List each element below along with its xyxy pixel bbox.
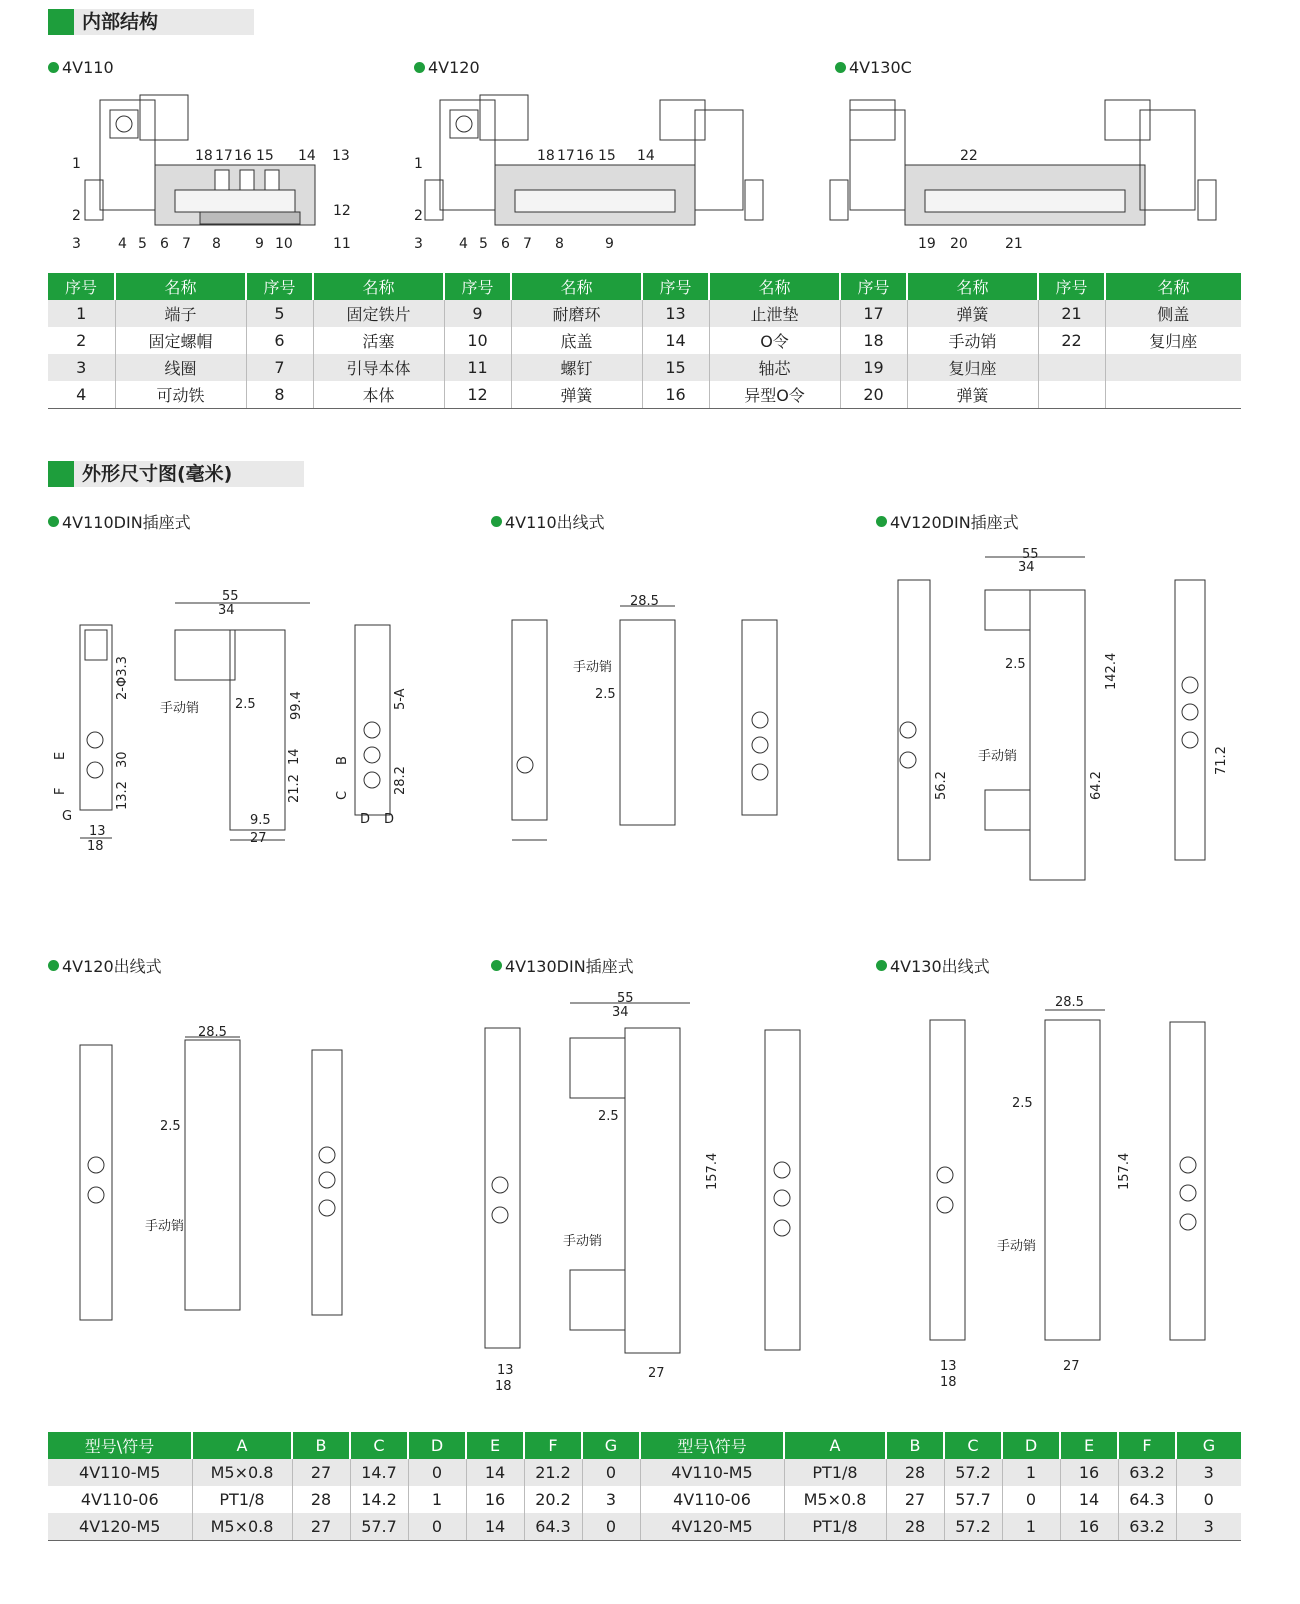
table-cell: 5: [246, 300, 313, 327]
svg-text:17: 17: [215, 148, 233, 164]
model-name: 4V130DIN插座式: [505, 957, 634, 976]
svg-text:C: C: [335, 790, 350, 800]
table-cell: PT1/8: [784, 1513, 886, 1541]
table-cell: 14: [1060, 1486, 1118, 1513]
table-cell: 底盖: [511, 327, 642, 354]
svg-text:13: 13: [332, 148, 350, 164]
svg-text:2.5: 2.5: [1005, 657, 1026, 672]
table-cell: 手动销: [907, 327, 1038, 354]
svg-text:55: 55: [1022, 547, 1039, 562]
svg-text:18: 18: [87, 839, 104, 854]
table-cell: 0: [408, 1459, 466, 1486]
col-header: 型号\符号: [640, 1432, 784, 1459]
table-cell: 63.2: [1118, 1459, 1176, 1486]
table-cell: 4V120-M5: [640, 1513, 784, 1541]
svg-text:3: 3: [72, 236, 81, 252]
table-cell: 14: [466, 1513, 524, 1541]
table-cell: 螺钉: [511, 354, 642, 381]
table-cell: 21.2: [524, 1459, 582, 1486]
svg-text:2.5: 2.5: [595, 687, 616, 702]
col-header: 名称: [115, 273, 246, 300]
svg-text:D: D: [384, 812, 395, 827]
table-cell: 28: [292, 1486, 350, 1513]
svg-text:手动销: 手动销: [145, 1219, 185, 1234]
col-header: G: [1176, 1432, 1241, 1459]
svg-text:2: 2: [414, 208, 423, 224]
svg-text:13: 13: [940, 1359, 957, 1374]
dimension-drawing-4v110-wired: [512, 606, 777, 840]
svg-text:28.5: 28.5: [198, 1025, 227, 1040]
parts-table: [48, 273, 1241, 409]
svg-text:2.5: 2.5: [1012, 1096, 1033, 1111]
dimension-labels: [62, 547, 1084, 1394]
svg-text:3: 3: [414, 236, 423, 252]
svg-text:6: 6: [501, 236, 510, 252]
table-cell: 0: [408, 1513, 466, 1541]
table-cell: 4V110-M5: [48, 1459, 192, 1486]
table-cell: 1: [408, 1486, 466, 1513]
model-name: 4V130C: [849, 58, 912, 77]
svg-text:13.2: 13.2: [115, 781, 130, 810]
model-name: 4V130出线式: [890, 957, 990, 976]
svg-text:11: 11: [333, 236, 351, 252]
table-cell: 22: [1038, 327, 1105, 354]
table-cell: 14: [466, 1459, 524, 1486]
svg-text:6: 6: [160, 236, 169, 252]
svg-text:14: 14: [298, 148, 316, 164]
table-row: [48, 300, 1241, 327]
table-cell: 20.2: [524, 1486, 582, 1513]
table-cell: 异型O令: [709, 381, 840, 409]
svg-text:14: 14: [637, 148, 655, 164]
svg-text:5: 5: [138, 236, 147, 252]
spec-table: [48, 1432, 1241, 1541]
svg-text:B: B: [335, 756, 350, 765]
valve-section-4v130c: [830, 100, 1216, 225]
svg-text:34: 34: [218, 603, 235, 618]
table-cell: 耐磨环: [511, 300, 642, 327]
dimension-drawing-4v120-din: [898, 557, 1205, 880]
svg-text:手动销: 手动销: [997, 1239, 1037, 1254]
table-cell: 16: [1060, 1513, 1118, 1541]
table-cell: 28: [886, 1459, 944, 1486]
svg-text:G: G: [62, 809, 73, 824]
col-header: B: [886, 1432, 944, 1459]
section-title: 外形尺寸图(毫米): [74, 461, 304, 487]
svg-text:12: 12: [333, 203, 351, 219]
model-name: 4V120出线式: [62, 957, 162, 976]
svg-text:28.5: 28.5: [630, 594, 659, 609]
svg-text:15: 15: [598, 148, 616, 164]
table-cell: 21: [1038, 300, 1105, 327]
svg-text:手动销: 手动销: [978, 749, 1018, 764]
table-cell: 7: [246, 354, 313, 381]
svg-text:7: 7: [523, 236, 532, 252]
table-cell: 14.2: [350, 1486, 408, 1513]
table-cell: 18: [840, 327, 907, 354]
col-header: D: [408, 1432, 466, 1459]
svg-text:30: 30: [115, 751, 130, 768]
svg-text:18: 18: [195, 148, 213, 164]
svg-text:18: 18: [537, 148, 555, 164]
col-header: 名称: [907, 273, 1038, 300]
section-title: 内部结构: [74, 9, 254, 35]
svg-text:9: 9: [605, 236, 614, 252]
col-header: A: [192, 1432, 292, 1459]
col-header: 序号: [48, 273, 115, 300]
svg-text:9: 9: [255, 236, 264, 252]
table-cell: [1038, 381, 1105, 409]
svg-text:手动销: 手动销: [160, 701, 200, 716]
table-cell: 4V110-M5: [640, 1459, 784, 1486]
spec-table-header: [48, 1432, 1241, 1459]
table-cell: 3: [48, 354, 115, 381]
table-cell: 14: [642, 327, 709, 354]
svg-text:4: 4: [118, 236, 127, 252]
svg-text:157.4: 157.4: [1117, 1152, 1132, 1190]
table-cell: 弹簧: [907, 300, 1038, 327]
table-cell: 可动铁: [115, 381, 246, 409]
table-row: [48, 354, 1241, 381]
svg-text:F: F: [53, 787, 68, 795]
svg-text:5-A: 5-A: [393, 688, 408, 710]
model-name: 4V110出线式: [505, 513, 605, 532]
col-header: 序号: [840, 273, 907, 300]
col-header: E: [466, 1432, 524, 1459]
table-cell: 1: [1002, 1459, 1060, 1486]
svg-text:27: 27: [1063, 1359, 1080, 1374]
svg-text:13: 13: [497, 1363, 514, 1378]
svg-text:55: 55: [222, 589, 239, 604]
vertical-dimension-labels: [53, 653, 1229, 1190]
table-cell: 3: [1176, 1459, 1241, 1486]
table-cell: M5×0.8: [192, 1459, 292, 1486]
col-header: D: [1002, 1432, 1060, 1459]
table-cell: 轴芯: [709, 354, 840, 381]
parts-table-header: [48, 273, 1241, 300]
col-header: F: [1118, 1432, 1176, 1459]
svg-text:10: 10: [275, 236, 293, 252]
svg-text:16: 16: [576, 148, 594, 164]
table-cell: [1105, 381, 1241, 409]
col-header: 序号: [444, 273, 511, 300]
table-cell: [1105, 354, 1241, 381]
table-cell: PT1/8: [192, 1486, 292, 1513]
svg-text:157.4: 157.4: [705, 1152, 720, 1190]
svg-text:17: 17: [557, 148, 575, 164]
table-cell: 63.2: [1118, 1513, 1176, 1541]
svg-text:1: 1: [72, 156, 81, 172]
table-cell: 8: [246, 381, 313, 409]
table-cell: 弹簧: [511, 381, 642, 409]
table-row: [48, 1486, 1241, 1513]
svg-text:34: 34: [1018, 560, 1035, 575]
table-cell: O令: [709, 327, 840, 354]
table-cell: 27: [292, 1459, 350, 1486]
svg-text:34: 34: [612, 1005, 629, 1020]
table-cell: 27: [292, 1513, 350, 1541]
table-row: [48, 327, 1241, 354]
table-cell: 2: [48, 327, 115, 354]
svg-text:手动销: 手动销: [563, 1234, 603, 1249]
dimension-drawing-4v130-din: [485, 1003, 800, 1353]
svg-text:2-Φ3.3: 2-Φ3.3: [115, 656, 130, 700]
table-cell: 64.3: [1118, 1486, 1176, 1513]
svg-text:142.4: 142.4: [1104, 652, 1119, 690]
col-header: 名称: [709, 273, 840, 300]
col-header: 名称: [511, 273, 642, 300]
svg-text:14: 14: [287, 748, 302, 765]
table-cell: 活塞: [313, 327, 444, 354]
table-cell: 固定螺帽: [115, 327, 246, 354]
dimension-drawing-4v130-wired: [930, 1010, 1205, 1340]
model-name: 4V120: [428, 58, 480, 77]
svg-text:21.2: 21.2: [287, 774, 302, 803]
svg-text:64.2: 64.2: [1089, 771, 1104, 800]
col-header: F: [524, 1432, 582, 1459]
svg-text:2.5: 2.5: [160, 1119, 181, 1134]
svg-text:5: 5: [479, 236, 488, 252]
svg-text:8: 8: [212, 236, 221, 252]
table-cell: 57.7: [944, 1486, 1002, 1513]
table-cell: [1038, 354, 1105, 381]
table-cell: 12: [444, 381, 511, 409]
table-cell: 28: [886, 1513, 944, 1541]
col-header: C: [944, 1432, 1002, 1459]
table-cell: 9: [444, 300, 511, 327]
table-cell: 13: [642, 300, 709, 327]
col-header: G: [582, 1432, 640, 1459]
svg-text:71.2: 71.2: [1214, 746, 1229, 775]
svg-text:D: D: [360, 812, 371, 827]
col-header: 序号: [642, 273, 709, 300]
svg-text:1: 1: [414, 156, 423, 172]
table-cell: 57.2: [944, 1459, 1002, 1486]
svg-text:16: 16: [234, 148, 252, 164]
col-header: A: [784, 1432, 886, 1459]
table-cell: 0: [1002, 1486, 1060, 1513]
table-cell: 0: [582, 1513, 640, 1541]
table-row: [48, 1459, 1241, 1486]
table-cell: M5×0.8: [192, 1513, 292, 1541]
table-cell: 11: [444, 354, 511, 381]
table-cell: 16: [1060, 1459, 1118, 1486]
table-cell: 4V120-M5: [48, 1513, 192, 1541]
valve-section-4v120: [425, 95, 763, 225]
svg-text:4: 4: [459, 236, 468, 252]
table-cell: 27: [886, 1486, 944, 1513]
table-cell: 19: [840, 354, 907, 381]
table-row: [48, 381, 1241, 409]
svg-text:22: 22: [960, 148, 978, 164]
col-header: 名称: [1105, 273, 1241, 300]
svg-text:8: 8: [555, 236, 564, 252]
table-cell: PT1/8: [784, 1459, 886, 1486]
table-cell: 1: [1002, 1513, 1060, 1541]
table-cell: 16: [466, 1486, 524, 1513]
table-cell: 20: [840, 381, 907, 409]
table-cell: 64.3: [524, 1513, 582, 1541]
svg-text:21: 21: [1005, 236, 1023, 252]
table-cell: 端子: [115, 300, 246, 327]
table-cell: 引导本体: [313, 354, 444, 381]
table-cell: 4V110-06: [48, 1486, 192, 1513]
table-cell: 弹簧: [907, 381, 1038, 409]
table-cell: 10: [444, 327, 511, 354]
svg-text:2.5: 2.5: [598, 1109, 619, 1124]
table-cell: 57.2: [944, 1513, 1002, 1541]
table-cell: 16: [642, 381, 709, 409]
table-cell: 4: [48, 381, 115, 409]
table-cell: 本体: [313, 381, 444, 409]
table-cell: 57.7: [350, 1513, 408, 1541]
svg-text:19: 19: [918, 236, 936, 252]
table-cell: 17: [840, 300, 907, 327]
table-cell: 1: [48, 300, 115, 327]
table-cell: 0: [582, 1459, 640, 1486]
svg-text:手动销: 手动销: [573, 660, 613, 675]
table-cell: M5×0.8: [784, 1486, 886, 1513]
svg-text:15: 15: [256, 148, 274, 164]
svg-text:18: 18: [495, 1379, 512, 1394]
col-header: C: [350, 1432, 408, 1459]
table-cell: 线圈: [115, 354, 246, 381]
table-row: [48, 1513, 1241, 1541]
svg-text:99.4: 99.4: [289, 691, 304, 720]
table-cell: 止泄垫: [709, 300, 840, 327]
svg-text:20: 20: [950, 236, 968, 252]
table-cell: 复归座: [907, 354, 1038, 381]
model-name: 4V110DIN插座式: [62, 513, 191, 532]
svg-text:E: E: [53, 751, 68, 760]
col-header: 序号: [246, 273, 313, 300]
table-cell: 0: [1176, 1486, 1241, 1513]
svg-text:27: 27: [648, 1366, 665, 1381]
svg-text:18: 18: [940, 1375, 957, 1390]
svg-text:55: 55: [617, 991, 634, 1006]
svg-text:9.5: 9.5: [250, 813, 271, 828]
svg-text:13: 13: [89, 824, 106, 839]
table-cell: 4V110-06: [640, 1486, 784, 1513]
table-cell: 固定铁片: [313, 300, 444, 327]
table-cell: 14.7: [350, 1459, 408, 1486]
col-header: 序号: [1038, 273, 1105, 300]
model-name: 4V120DIN插座式: [890, 513, 1019, 532]
col-header: 名称: [313, 273, 444, 300]
table-cell: 复归座: [1105, 327, 1241, 354]
svg-text:2: 2: [72, 208, 81, 224]
svg-text:27: 27: [250, 831, 267, 846]
svg-text:56.2: 56.2: [934, 771, 949, 800]
col-header: E: [1060, 1432, 1118, 1459]
svg-text:2.5: 2.5: [235, 697, 256, 712]
table-cell: 6: [246, 327, 313, 354]
model-name: 4V110: [62, 58, 114, 77]
table-cell: 15: [642, 354, 709, 381]
table-cell: 3: [582, 1486, 640, 1513]
table-cell: 侧盖: [1105, 300, 1241, 327]
svg-text:28.2: 28.2: [393, 766, 408, 795]
col-header: 型号\符号: [48, 1432, 192, 1459]
table-cell: 3: [1176, 1513, 1241, 1541]
dimension-drawing-4v120-wired: [80, 1037, 342, 1320]
col-header: B: [292, 1432, 350, 1459]
svg-text:7: 7: [182, 236, 191, 252]
svg-text:28.5: 28.5: [1055, 995, 1084, 1010]
